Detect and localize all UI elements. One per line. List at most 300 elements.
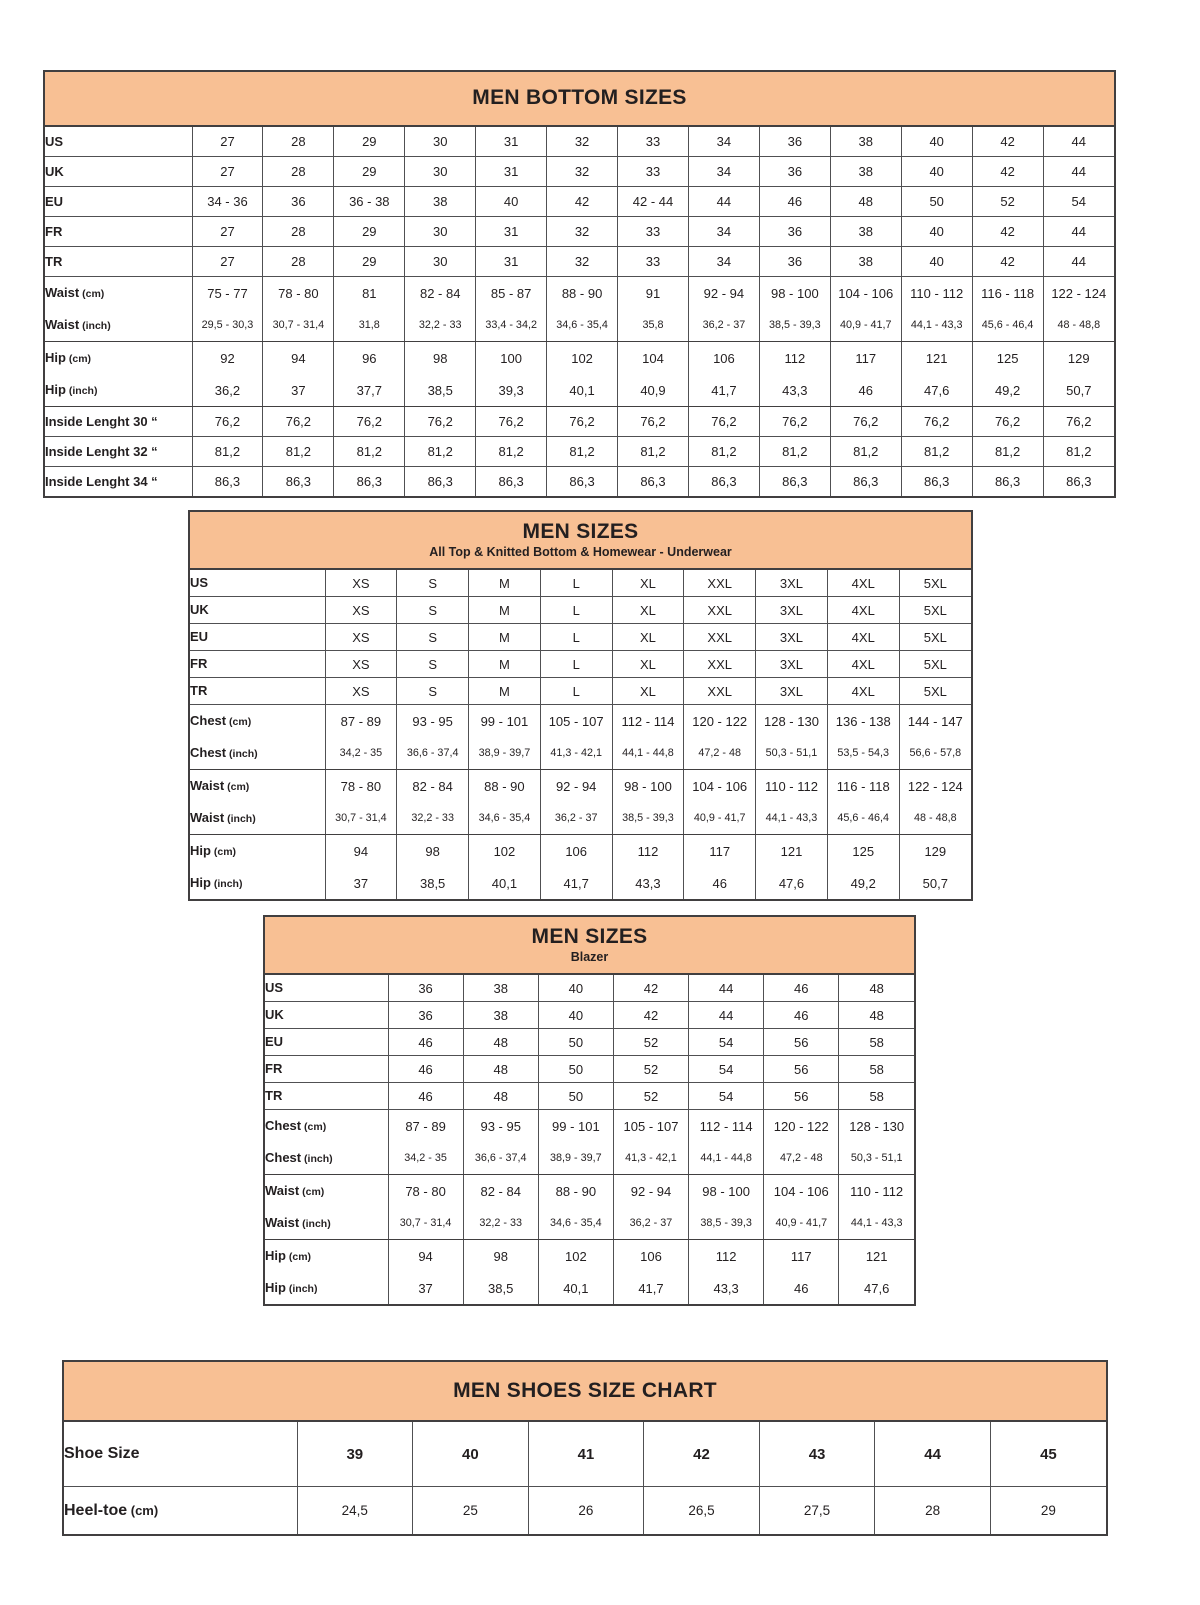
size-cell: 86,3 [547,467,618,497]
size-row [265,1207,914,1240]
size-row [190,570,971,597]
size-cell: 81,2 [476,437,547,467]
size-row [45,277,1114,310]
size-cell: 48 [839,975,914,1002]
table-title-bar [265,917,914,975]
row-label: Chest (cm) [190,705,325,738]
size-cell: 37 [325,867,397,899]
size-cell: 5XL [899,597,971,624]
size-cell: 129 [924,843,947,859]
size-cell: 28 [263,127,334,157]
size-cell: 37 [263,374,334,407]
row-label: UK [190,597,325,624]
size-table [265,975,914,1304]
row-label: Chest (inch) [265,1142,388,1175]
size-cell: 46 [759,187,830,217]
size-cell: 86,3 [688,467,759,497]
table-title: MEN BOTTOM SIZES [472,86,687,110]
size-cell: 38 [830,247,901,277]
size-cell: 82 - 84 [405,277,476,310]
size-cell: 42 [972,157,1043,187]
size-cell: 29,5 - 30,3 [192,309,263,342]
size-cell: 50 [901,187,972,217]
table-title: MEN SIZES [531,924,648,948]
row-label: Waist (cm) [45,277,192,310]
size-cell: 30,7 - 31,4 [388,1207,463,1240]
size-cell: 32,2 - 33 [397,802,469,835]
size-cell: 30,7 - 31,4 [263,309,334,342]
size-cell: 112 [759,342,830,375]
size-cell: 94 [388,1240,463,1273]
row-label: Hip (inch) [190,867,325,899]
size-cell: 46 [684,867,756,899]
size-cell: 33 [618,217,689,247]
row-label: EU [265,1029,388,1056]
size-cell: 86,3 [1066,474,1092,489]
size-cell: XL [612,624,684,651]
size-cell: 88 - 90 [469,770,541,803]
size-cell: 36,2 - 37 [613,1207,688,1240]
size-cell: 98 - 100 [689,1175,764,1208]
size-cell: 53,5 - 54,3 [827,737,899,770]
row-label: UK [265,1002,388,1029]
row-label: Hip (inch) [265,1272,388,1304]
size-cell: 52 [613,1083,688,1110]
size-row [64,1487,1106,1535]
size-cell: 92 - 94 [613,1175,688,1208]
size-cell: 105 - 107 [613,1110,688,1143]
size-cell: 86,3 [830,467,901,497]
size-cell: 33 [618,127,689,157]
size-cell: 34 [688,247,759,277]
size-cell: 52 [972,187,1043,217]
size-cell: 44 [1043,217,1114,247]
size-cell: 86,3 [405,467,476,497]
size-cell: 82 - 84 [397,770,469,803]
size-cell: 40,9 - 41,7 [684,802,756,835]
size-cell: 116 - 118 [972,277,1043,310]
size-cell: 40,9 - 41,7 [830,309,901,342]
size-cell: 112 - 114 [689,1110,764,1143]
size-cell: 44,1 - 43,3 [901,309,972,342]
size-cell: 32 [547,157,618,187]
row-label: Hip (cm) [265,1240,388,1273]
size-cell: 34,6 - 35,4 [469,802,541,835]
size-cell: 92 - 94 [540,770,612,803]
size-cell: 88 - 90 [538,1175,613,1208]
size-cell: XL [612,597,684,624]
size-cell: 38,9 - 39,7 [538,1142,613,1175]
size-cell: 50,3 - 51,1 [839,1142,914,1175]
size-cell: 30 [405,247,476,277]
table-title-bar [45,72,1114,127]
row-label: FR [265,1056,388,1083]
size-cell: 36 [759,247,830,277]
size-cell: 27 [192,127,263,157]
size-cell: 106 [688,342,759,375]
size-cell: 41 [528,1422,644,1487]
size-cell: 40 [901,247,972,277]
row-label: Shoe Size [64,1422,297,1487]
size-cell: 46 [388,1029,463,1056]
size-cell: 102 [547,342,618,375]
size-cell: 32 [547,247,618,277]
size-cell: 76,2 [618,407,689,437]
size-cell: 41,3 - 42,1 [613,1142,688,1175]
size-cell: 48 - 48,8 [899,802,971,835]
size-row [265,1056,914,1083]
size-cell: 76,2 [688,407,759,437]
table-title-bar [64,1362,1106,1422]
size-cell: 5XL [899,651,971,678]
size-cell: 81,2 [1043,437,1114,467]
size-cell: 47,6 [864,1280,890,1296]
size-cell: 117 [684,835,756,868]
size-row [190,651,971,678]
size-cell: 54 [1043,187,1114,217]
size-cell: 5XL [899,570,971,597]
size-cell: 86,3 [334,467,405,497]
size-cell: 38,9 - 39,7 [469,737,541,770]
size-cell: 88 - 90 [547,277,618,310]
size-cell: 38,5 - 39,3 [612,802,684,835]
size-cell: 122 - 124 [1051,285,1107,301]
size-cell: 29 [1040,1503,1056,1518]
size-cell: 33 [618,247,689,277]
row-label: EU [45,187,192,217]
size-cell: 47,6 [756,867,828,899]
size-cell: 36 [759,217,830,247]
size-cell: 3XL [756,651,828,678]
table-title: MEN SHOES SIZE CHART [453,1378,717,1402]
size-cell: 26,5 [644,1487,760,1535]
size-cell: 48 [463,1029,538,1056]
size-cell: 4XL [827,624,899,651]
row-label: FR [45,217,192,247]
size-cell: 85 - 87 [476,277,547,310]
size-cell: 56 [764,1056,839,1083]
row-label: US [265,975,388,1002]
size-row [190,867,971,899]
size-row [45,374,1114,407]
size-row [45,247,1114,277]
size-cell: 38 [830,157,901,187]
size-cell: 99 - 101 [538,1110,613,1143]
size-cell: 76,2 [972,407,1043,437]
size-row [190,835,971,868]
size-cell: 136 - 138 [827,705,899,738]
size-cell: 34,6 - 35,4 [538,1207,613,1240]
size-cell: L [540,597,612,624]
size-row [190,678,971,705]
size-cell: 27 [192,157,263,187]
size-cell: 86,3 [972,467,1043,497]
size-cell: 25 [413,1487,529,1535]
size-cell: 54 [689,1056,764,1083]
size-cell: 40,1 [547,374,618,407]
size-cell: 45,6 - 46,4 [972,309,1043,342]
size-cell: 28 [875,1487,991,1535]
size-row [45,217,1114,247]
size-cell: 30 [405,217,476,247]
size-cell: 76,2 [263,407,334,437]
size-cell: S [397,597,469,624]
size-cell: 99 - 101 [469,705,541,738]
size-cell: 58 [839,1056,914,1083]
size-cell: 37,7 [334,374,405,407]
row-label: Waist (cm) [190,770,325,803]
size-cell: 3XL [756,597,828,624]
size-cell: 86,3 [192,467,263,497]
size-cell: 116 - 118 [827,770,899,803]
size-cell: 36 [759,157,830,187]
size-cell: 37 [388,1272,463,1304]
size-cell: 104 - 106 [830,277,901,310]
size-cell: 42 [547,187,618,217]
size-cell: 121 [901,342,972,375]
size-cell: 50,7 [922,875,948,891]
size-cell: 45,6 - 46,4 [827,802,899,835]
size-row [265,1110,914,1143]
size-cell: 43,3 [612,867,684,899]
row-label: Hip (cm) [45,342,192,375]
size-row [265,1083,914,1110]
size-cell: 86,3 [476,467,547,497]
size-cell: S [397,651,469,678]
row-label: TR [45,247,192,277]
size-cell: 29 [334,247,405,277]
size-row [64,1422,1106,1487]
size-cell: 125 [972,342,1043,375]
size-cell: 81 [334,277,405,310]
table-title: MEN SIZES [522,519,639,543]
size-cell: 46 [830,374,901,407]
size-cell: XS [325,651,397,678]
size-row [45,157,1114,187]
size-cell: 100 [476,342,547,375]
size-cell: 38,5 [463,1272,538,1304]
size-cell: 31,8 [334,309,405,342]
size-cell: 36 [263,187,334,217]
size-cell: 81,2 [618,437,689,467]
size-cell: 34,6 - 35,4 [547,309,618,342]
men-sizes-blazer-table [263,915,916,1306]
row-label: UK [45,157,192,187]
size-cell: 33,4 - 34,2 [476,309,547,342]
size-cell: 104 - 106 [684,770,756,803]
size-cell: 128 - 130 [849,1118,905,1134]
size-cell: 81,2 [688,437,759,467]
size-cell: 44 [875,1422,991,1487]
size-cell: 128 - 130 [756,705,828,738]
size-cell: 34 - 36 [192,187,263,217]
size-cell: 46 [764,1272,839,1304]
size-cell: 50 [538,1029,613,1056]
size-row [45,309,1114,342]
size-cell: 38,5 [397,867,469,899]
table-subtitle: Blazer [570,950,609,965]
size-cell: 38,5 - 39,3 [689,1207,764,1240]
size-cell: M [469,624,541,651]
row-label: Waist (cm) [265,1175,388,1208]
size-cell: 38 [463,975,538,1002]
size-cell: 76,2 [405,407,476,437]
size-cell: 81,2 [405,437,476,467]
row-label: Hip (cm) [190,835,325,868]
size-cell: 40 [538,1002,613,1029]
size-cell: 76,2 [334,407,405,437]
size-cell: 5XL [899,678,971,705]
size-row [190,705,971,738]
size-cell: 106 [613,1240,688,1273]
size-cell: 34 [688,127,759,157]
size-cell: 34,2 - 35 [388,1142,463,1175]
size-cell: L [540,651,612,678]
size-cell: 144 - 147 [907,713,963,729]
size-cell: 43,3 [689,1272,764,1304]
size-cell: 44 [689,975,764,1002]
size-cell: 52 [613,1029,688,1056]
size-cell: 48 [839,1002,914,1029]
size-cell: XXL [684,570,756,597]
size-cell: 4XL [827,570,899,597]
size-cell: 44 [688,187,759,217]
size-cell: 4XL [827,651,899,678]
size-cell: 110 - 112 [850,1183,904,1199]
size-cell: 49,2 [827,867,899,899]
size-cell: 86,3 [759,467,830,497]
size-cell: 31 [476,157,547,187]
size-row [190,624,971,651]
size-cell: 81,2 [547,437,618,467]
size-cell: 36 [759,127,830,157]
size-cell: 76,2 [192,407,263,437]
size-cell: 40 [413,1422,529,1487]
size-cell: 3XL [756,570,828,597]
size-cell: 81,2 [759,437,830,467]
size-cell: 122 - 124 [907,778,963,794]
size-cell: 40 [901,127,972,157]
size-cell: 32 [547,217,618,247]
size-cell: 5XL [899,624,971,651]
row-label: Waist (inch) [190,802,325,835]
size-cell: 36,2 - 37 [688,309,759,342]
row-label: Inside Lenght 34 “ [45,467,192,497]
size-cell: 34,2 - 35 [325,737,397,770]
size-cell: 30,7 - 31,4 [325,802,397,835]
size-cell: S [397,678,469,705]
size-cell: 30 [405,127,476,157]
size-cell: 82 - 84 [463,1175,538,1208]
size-cell: 47,6 [901,374,972,407]
size-cell: 29 [334,217,405,247]
row-label: Inside Lenght 32 “ [45,437,192,467]
size-cell: L [540,570,612,597]
size-cell: 110 - 112 [756,770,828,803]
size-cell: L [540,624,612,651]
size-cell: 81,2 [972,437,1043,467]
size-row [265,1272,914,1304]
size-cell: S [397,570,469,597]
size-cell: 36,6 - 37,4 [463,1142,538,1175]
size-cell: 48 [830,187,901,217]
size-cell: L [540,678,612,705]
size-cell: 3XL [756,678,828,705]
size-cell: 44,1 - 44,8 [612,737,684,770]
size-cell: 87 - 89 [325,705,397,738]
size-cell: 32,2 - 33 [405,309,476,342]
size-cell: 28 [263,247,334,277]
size-row [190,802,971,835]
size-cell: 120 - 122 [764,1110,839,1143]
row-label: Inside Lenght 30 “ [45,407,192,437]
size-cell: XXL [684,597,756,624]
size-cell: 48 - 48,8 [1043,309,1114,342]
size-cell: 29 [334,127,405,157]
size-cell: 27 [192,247,263,277]
size-cell: XXL [684,678,756,705]
size-cell: 86,3 [618,467,689,497]
size-cell: 96 [334,342,405,375]
size-table [45,127,1114,496]
size-cell: 36 - 38 [334,187,405,217]
size-cell: 76,2 [901,407,972,437]
size-cell: 76,2 [1043,407,1114,437]
size-cell: 56 [764,1083,839,1110]
size-cell: 34 [688,157,759,187]
size-cell: 32,2 - 33 [463,1207,538,1240]
size-cell: 56,6 - 57,8 [899,737,971,770]
size-cell: XS [325,597,397,624]
size-cell: 40 [901,157,972,187]
size-cell: 48 [463,1056,538,1083]
size-cell: 42 [972,127,1043,157]
row-label: Waist (inch) [45,309,192,342]
size-row [190,770,971,803]
size-cell: 98 [463,1240,538,1273]
size-cell: 98 [405,342,476,375]
size-cell: 125 [827,835,899,868]
size-row [265,1002,914,1029]
size-cell: 31 [476,217,547,247]
size-cell: 43,3 [759,374,830,407]
size-cell: 38,5 [405,374,476,407]
size-cell: 58 [839,1083,914,1110]
size-cell: 34 [688,217,759,247]
men-shoes-size-chart-table [62,1360,1108,1536]
size-cell: 38,5 - 39,3 [759,309,830,342]
row-label: TR [265,1083,388,1110]
size-cell: 42 - 44 [618,187,689,217]
size-cell: XS [325,624,397,651]
row-label: EU [190,624,325,651]
size-cell: 48 [463,1083,538,1110]
size-row [45,407,1114,437]
row-label: Chest (inch) [190,737,325,770]
size-cell: 35,8 [618,309,689,342]
size-cell: 87 - 89 [388,1110,463,1143]
size-cell: 104 - 106 [764,1175,839,1208]
men-sizes-tops-table [188,510,973,901]
men-bottom-sizes-table [43,70,1116,498]
size-table [64,1422,1106,1534]
size-cell: 40 [476,187,547,217]
size-cell: 3XL [756,624,828,651]
size-cell: 76,2 [759,407,830,437]
row-label: US [190,570,325,597]
size-row [265,1175,914,1208]
size-cell: 86,3 [263,467,334,497]
